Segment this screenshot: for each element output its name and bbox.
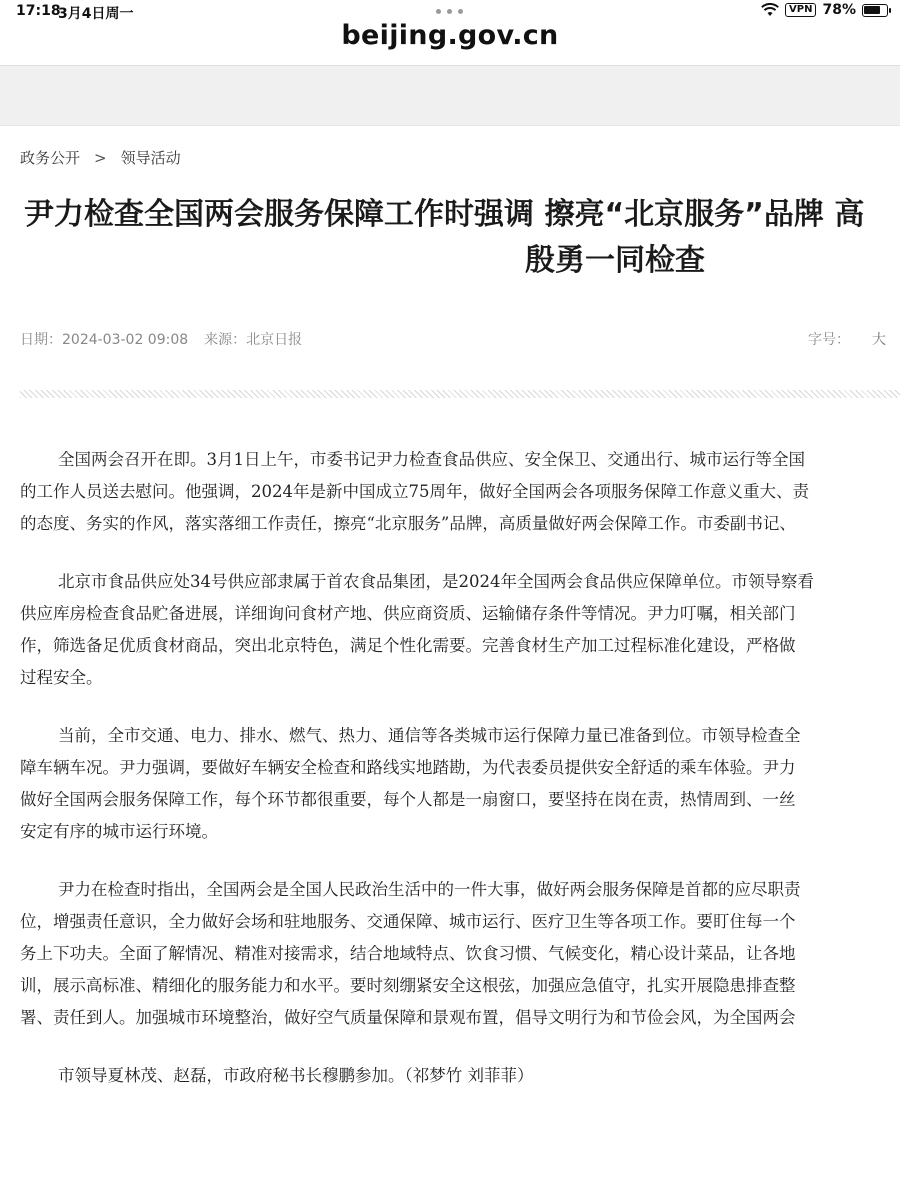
status-time: 17:18 [16, 3, 61, 19]
article-paragraph [20, 444, 900, 540]
status-date: 3月4日周一 [58, 6, 134, 22]
paragraph-line: 障车辆车况。尹力强调，要做好车辆安全检查和路线实地踏勘，为代表委员提供安全舒适的乘车体验。尹力 [20, 758, 796, 777]
paragraph-line: 训，展示高标准、精细化的服务能力和水平。要时刻绷紧安全这根弦，加强应急值守，扎实开展隐患排查整 [20, 976, 796, 995]
font-size-large-button[interactable]: 大 [872, 332, 886, 348]
article-paragraph [20, 720, 900, 848]
paragraph-line: 的工作人员送去慰问。他强调，2024年是新中国成立75周年，做好全国两会各项服务保障工作意义重大、责 [20, 482, 809, 501]
paragraph-line: 位，增强责任意识，全力做好会场和驻地服务、交通保障、城市运行、医疗卫生等各项工作。要盯住每一个 [20, 912, 796, 931]
breadcrumb-separator: > [94, 148, 107, 167]
article-title-line-2: 殷勇一同检查 [525, 243, 705, 278]
article-paragraph [20, 1060, 900, 1092]
article-source: 来源：北京日报 [204, 332, 303, 348]
breadcrumb-link-gov-affairs[interactable]: 政务公开 [20, 149, 81, 167]
hatched-divider [20, 390, 900, 398]
wifi-icon [761, 3, 779, 17]
url-bar[interactable]: beijing.gov.cn [341, 20, 559, 51]
paragraph-line: 全国两会召开在即。3月1日上午，市委书记尹力检查食品供应、安全保卫、交通出行、城市运行等全国 [58, 450, 805, 469]
article-title [0, 192, 900, 292]
paragraph-line: 尹力在检查时指出，全国两会是全国人民政治生活中的一件大事，做好两会服务保障是首都的应尽职责 [58, 880, 801, 899]
paragraph-line: 北京市食品供应处34号供应部隶属于首农食品集团，是2024年全国两会食品供应保障单位。市领导察看 [58, 572, 814, 591]
paragraph-line: 市领导夏林茂、赵磊，市政府秘书长穆鹏参加。（祁梦竹 刘菲菲） [58, 1066, 534, 1085]
vpn-badge: VPN [785, 3, 816, 17]
status-bar [0, 0, 900, 66]
battery-icon [862, 4, 888, 17]
paragraph-line: 做好全国两会服务保障工作，每个环节都很重要，每个人都是一扇窗口，要坚持在岗在责，热情周到、一丝 [20, 790, 796, 809]
paragraph-line: 安定有序的城市运行环境。 [20, 822, 218, 841]
font-size-label: 字号： [808, 332, 850, 348]
article-title-line-1: 尹力检查全国两会服务保障工作时强调 擦亮“北京服务”品牌 高 [24, 197, 865, 232]
status-indicators [761, 2, 888, 18]
battery-percent: 78% [822, 2, 856, 18]
site-header-band [0, 66, 900, 126]
publish-date: 日期：2024-03-02 09:08 [20, 332, 189, 348]
paragraph-line: 当前，全市交通、电力、排水、燃气、热力、通信等各类城市运行保障力量已准备到位。市领导检查全 [58, 726, 801, 745]
article-body [20, 444, 900, 1118]
article-meta [20, 329, 302, 349]
breadcrumb-link-leader-activities[interactable]: 领导活动 [120, 149, 181, 167]
paragraph-line: 的态度、务实的作风，落实落细工作责任，擦亮“北京服务”品牌，高质量做好两会保障工作。市委副书记、 [20, 514, 796, 533]
paragraph-line: 供应库房检查食品贮备进展，详细询问食材产地、供应商资质、运输储存条件等情况。尹力叮嘱，相关部门 [20, 604, 796, 623]
font-size-control [808, 329, 886, 349]
paragraph-line: 署、责任到人。加强城市环境整治，做好空气质量保障和景观布置，倡导文明行为和节俭会风，为全国两会 [20, 1008, 796, 1027]
breadcrumb [20, 147, 181, 168]
multitasking-dots-icon[interactable] [436, 9, 463, 14]
article-paragraph [20, 874, 900, 1034]
paragraph-line: 过程安全。 [20, 668, 103, 687]
paragraph-line: 务上下功夫。全面了解情况、精准对接需求，结合地域特点、饮食习惯、气候变化，精心设计菜品，让各地 [20, 944, 796, 963]
paragraph-line: 作，筛选备足优质食材商品，突出北京特色，满足个性化需要。完善食材生产加工过程标准化建设，严格做 [20, 636, 796, 655]
article-paragraph [20, 566, 900, 694]
